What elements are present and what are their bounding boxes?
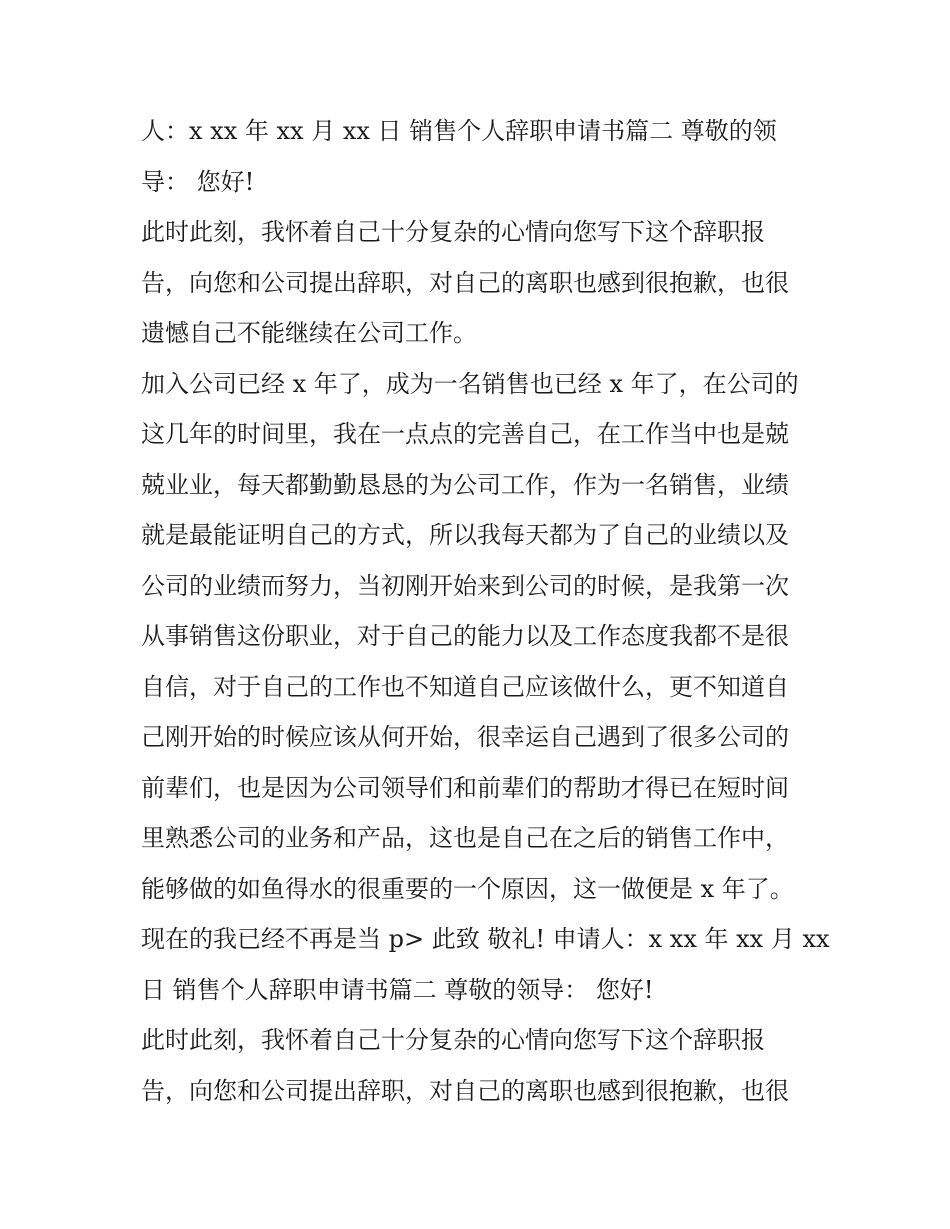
text-line: 兢业业，每天都勤勤恳恳的为公司工作，作为一名销售，业绩: [141, 470, 789, 499]
text-line: 从事销售这份职业，对于自己的能力以及工作态度我都不是很: [141, 622, 789, 650]
text-line: 现在的我已经不再是当 p> 此致 敬礼! 申请人：x xx 年 xx 月 xx: [141, 925, 830, 953]
text-line: 己刚开始的时候应该从何开始，很幸运自己遇到了很多公司的: [141, 723, 789, 751]
text-line: 此时此刻，我怀着自己十分复杂的心情向您写下这个辞职报: [141, 218, 765, 246]
text-line: 人：x xx 年 xx 月 xx 日 销售个人辞职申请书篇二 尊敬的领: [141, 117, 777, 145]
text-line: 加入公司已经 x 年了，成为一名销售也已经 x 年了，在公司的: [141, 369, 799, 398]
text-line: 公司的业绩而努力，当初刚开始来到公司的时候，是我第一次: [141, 571, 789, 600]
text-line: 前辈们，也是因为公司领导们和前辈们的帮助才得已在短时间: [141, 773, 789, 802]
text-line: 导： 您好!: [141, 167, 255, 196]
text-line: 此时此刻，我怀着自己十分复杂的心情向您写下这个辞职报: [141, 1026, 765, 1054]
document-body: [141, 106, 830, 1116]
text-line: 告，向您和公司提出辞职，对自己的离职也感到很抱歉，也很: [141, 268, 789, 297]
text-line: 就是最能证明自己的方式，所以我每天都为了自己的业绩以及: [141, 521, 789, 549]
text-line: 这几年的时间里，我在一点点的完善自己，在工作当中也是兢: [141, 420, 789, 448]
text-line: 日 销售个人辞职申请书篇二 尊敬的领导： 您好!: [141, 975, 654, 1004]
text-line: 能够做的如鱼得水的很重要的一个原因，这一做便是 x 年了。: [141, 874, 794, 903]
text-line: 告，向您和公司提出辞职，对自己的离职也感到很抱歉，也很: [141, 1076, 789, 1105]
text-line: 遗憾自己不能继续在公司工作。: [141, 319, 477, 347]
text-line: 自信，对于自己的工作也不知道自己应该做什么，更不知道自: [141, 672, 789, 701]
text-line: 里熟悉公司的业务和产品，这也是自己在之后的销售工作中，: [141, 824, 789, 852]
